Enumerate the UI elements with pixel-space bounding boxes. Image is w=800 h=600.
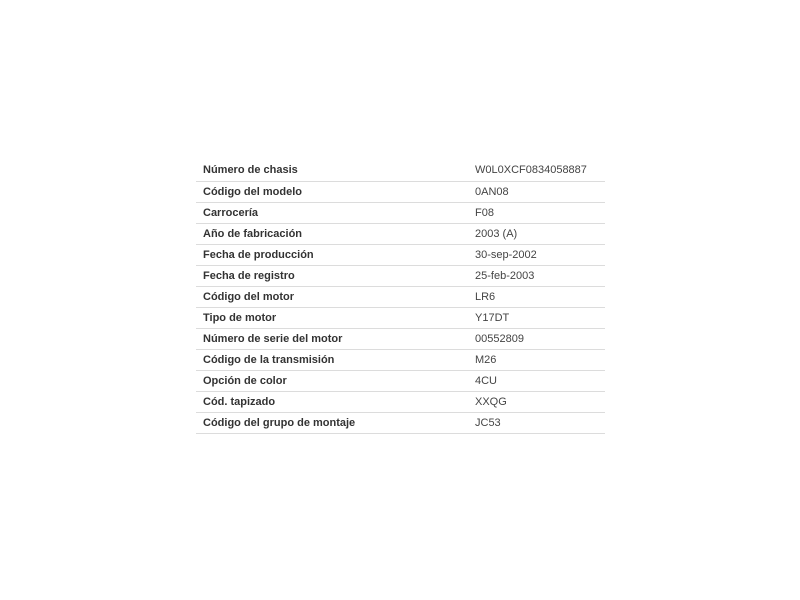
spec-row-manufacture-year xyxy=(196,223,605,244)
spec-value: LR6 xyxy=(475,290,496,303)
spec-label: Año de fabricación xyxy=(203,227,303,240)
spec-label: Número de serie del motor xyxy=(203,332,343,345)
spec-value: Y17DT xyxy=(475,311,510,324)
spec-row-engine-type xyxy=(196,307,605,328)
spec-value: 0AN08 xyxy=(475,185,509,198)
spec-value: JC53 xyxy=(475,416,501,429)
spec-row-assembly-group-code xyxy=(196,412,605,433)
spec-row-chassis-number xyxy=(196,160,605,181)
spec-row-transmission-code xyxy=(196,349,605,370)
spec-row-model-code xyxy=(196,181,605,202)
spec-value: XXQG xyxy=(475,395,507,408)
spec-row-color-option xyxy=(196,370,605,391)
spec-row-registration-date xyxy=(196,265,605,286)
spec-row-body-type xyxy=(196,202,605,223)
spec-label: Fecha de producción xyxy=(203,248,314,261)
spec-value: 00552809 xyxy=(475,332,524,345)
spec-row-engine-code xyxy=(196,286,605,307)
spec-label: Opción de color xyxy=(203,374,287,387)
spec-value: 4CU xyxy=(475,374,498,387)
spec-value: 25-feb-2003 xyxy=(475,269,535,282)
spec-value: 2003 (A) xyxy=(475,227,518,240)
spec-label: Código del grupo de montaje xyxy=(203,416,356,429)
spec-row-production-date xyxy=(196,244,605,265)
spec-label: Carrocería xyxy=(203,206,259,219)
spec-value: 30-sep-2002 xyxy=(475,248,537,261)
spec-label: Código del motor xyxy=(203,290,295,303)
spec-row-engine-serial xyxy=(196,328,605,349)
spec-label: Tipo de motor xyxy=(203,311,277,324)
vehicle-spec-table xyxy=(196,160,605,434)
spec-row-upholstery-code xyxy=(196,391,605,412)
spec-label: Fecha de registro xyxy=(203,269,295,282)
spec-value: W0L0XCF0834058887 xyxy=(475,164,587,177)
spec-label: Código del modelo xyxy=(203,185,302,198)
spec-label: Cód. tapizado xyxy=(203,395,276,408)
spec-value: F08 xyxy=(475,206,494,219)
spec-table-body xyxy=(196,160,605,433)
spec-label: Código de la transmisión xyxy=(203,353,335,366)
spec-value: M26 xyxy=(475,353,497,366)
spec-label: Número de chasis xyxy=(203,164,298,177)
